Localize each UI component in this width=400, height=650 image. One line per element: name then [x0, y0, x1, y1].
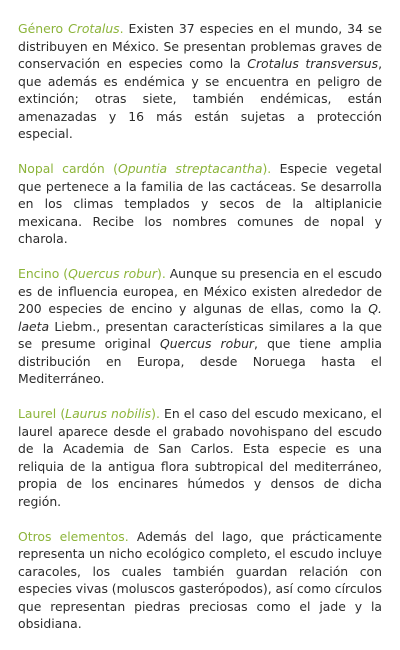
entry-heading: Género: [18, 21, 69, 36]
entry-heading: Laurel (: [18, 406, 66, 421]
document-body: [18, 20, 382, 650]
entry-scientific-name: Quercus robur: [160, 336, 255, 351]
entry-text: Aunque su presencia en el escudo es de influencia europea, en México existen alrededor de 200 especies de encino y algunas de ellas, como la: [18, 266, 382, 316]
entry-text: Especie vegetal que pertenece a la familia de las cactáceas. Se desarrolla en los climas templados y secos de la altiplanicie mexicana. Recibe los nombres comunes de nopal y charola.: [18, 161, 382, 246]
entry-scientific-name: Crotalus transversus: [247, 56, 379, 71]
entry-text: , que tiene amplia distribución en Europa, desde Noruega hasta el Mediterráneo.: [18, 336, 383, 386]
entry-heading-scientific-name: Crotalus: [68, 21, 120, 36]
entry-heading: Encino (: [18, 266, 69, 281]
entry-crotalus: [18, 20, 382, 143]
entry-heading: Nopal cardón (: [18, 161, 118, 176]
entry-scientific-name: Q. laeta: [18, 301, 382, 334]
entry-heading-scientific-name: Opuntia streptacantha: [117, 161, 263, 176]
entry-heading-punctuation: ).: [151, 406, 164, 421]
entry-text: Además del lago, que prácticamente representa un nicho ecológico completo, el escudo incluye caracoles, los cuales también guardan relación con especies vivas (moluscos gasterópodos), así como círculos que representan piedras preciosas como el jade y la obsidiana.: [18, 528, 382, 631]
entry-otros-elementos: [18, 528, 382, 633]
entry-encino: [18, 265, 382, 388]
entry-heading-punctuation: ).: [157, 266, 170, 281]
entry-text: Liebm., presentan características similares a la que se presume original: [18, 318, 382, 351]
entry-heading: Otros elementos.: [18, 528, 137, 544]
entry-heading-scientific-name: Quercus robur: [68, 266, 157, 281]
entry-heading-scientific-name: Laurus nobilis: [65, 406, 152, 421]
entry-text: Existen 37 especies en el mundo, 34 se distribuyen en México. Se presentan problemas graves de conservación en especies como la: [18, 21, 383, 71]
entry-text: En el caso del escudo mexicano, el laurel aparece desde el grabado novohispano del escudo de la Academia de San Carlos. Esta especie es una reliquia de la antigua flora subtropical del mediterráneo, propia de los encinares húmedos y densos de dicha región.: [18, 406, 382, 509]
entry-heading-punctuation: ).: [262, 161, 280, 176]
entry-laurel: [18, 405, 382, 510]
entry-nopal: [18, 160, 382, 248]
entry-heading-punctuation: .: [119, 21, 129, 36]
entry-text: , que además es endémica y se encuentra en peligro de extinción; otras siete, también endémicas, están amenazadas y 16 más están sujetas a protección especial.: [18, 56, 383, 141]
